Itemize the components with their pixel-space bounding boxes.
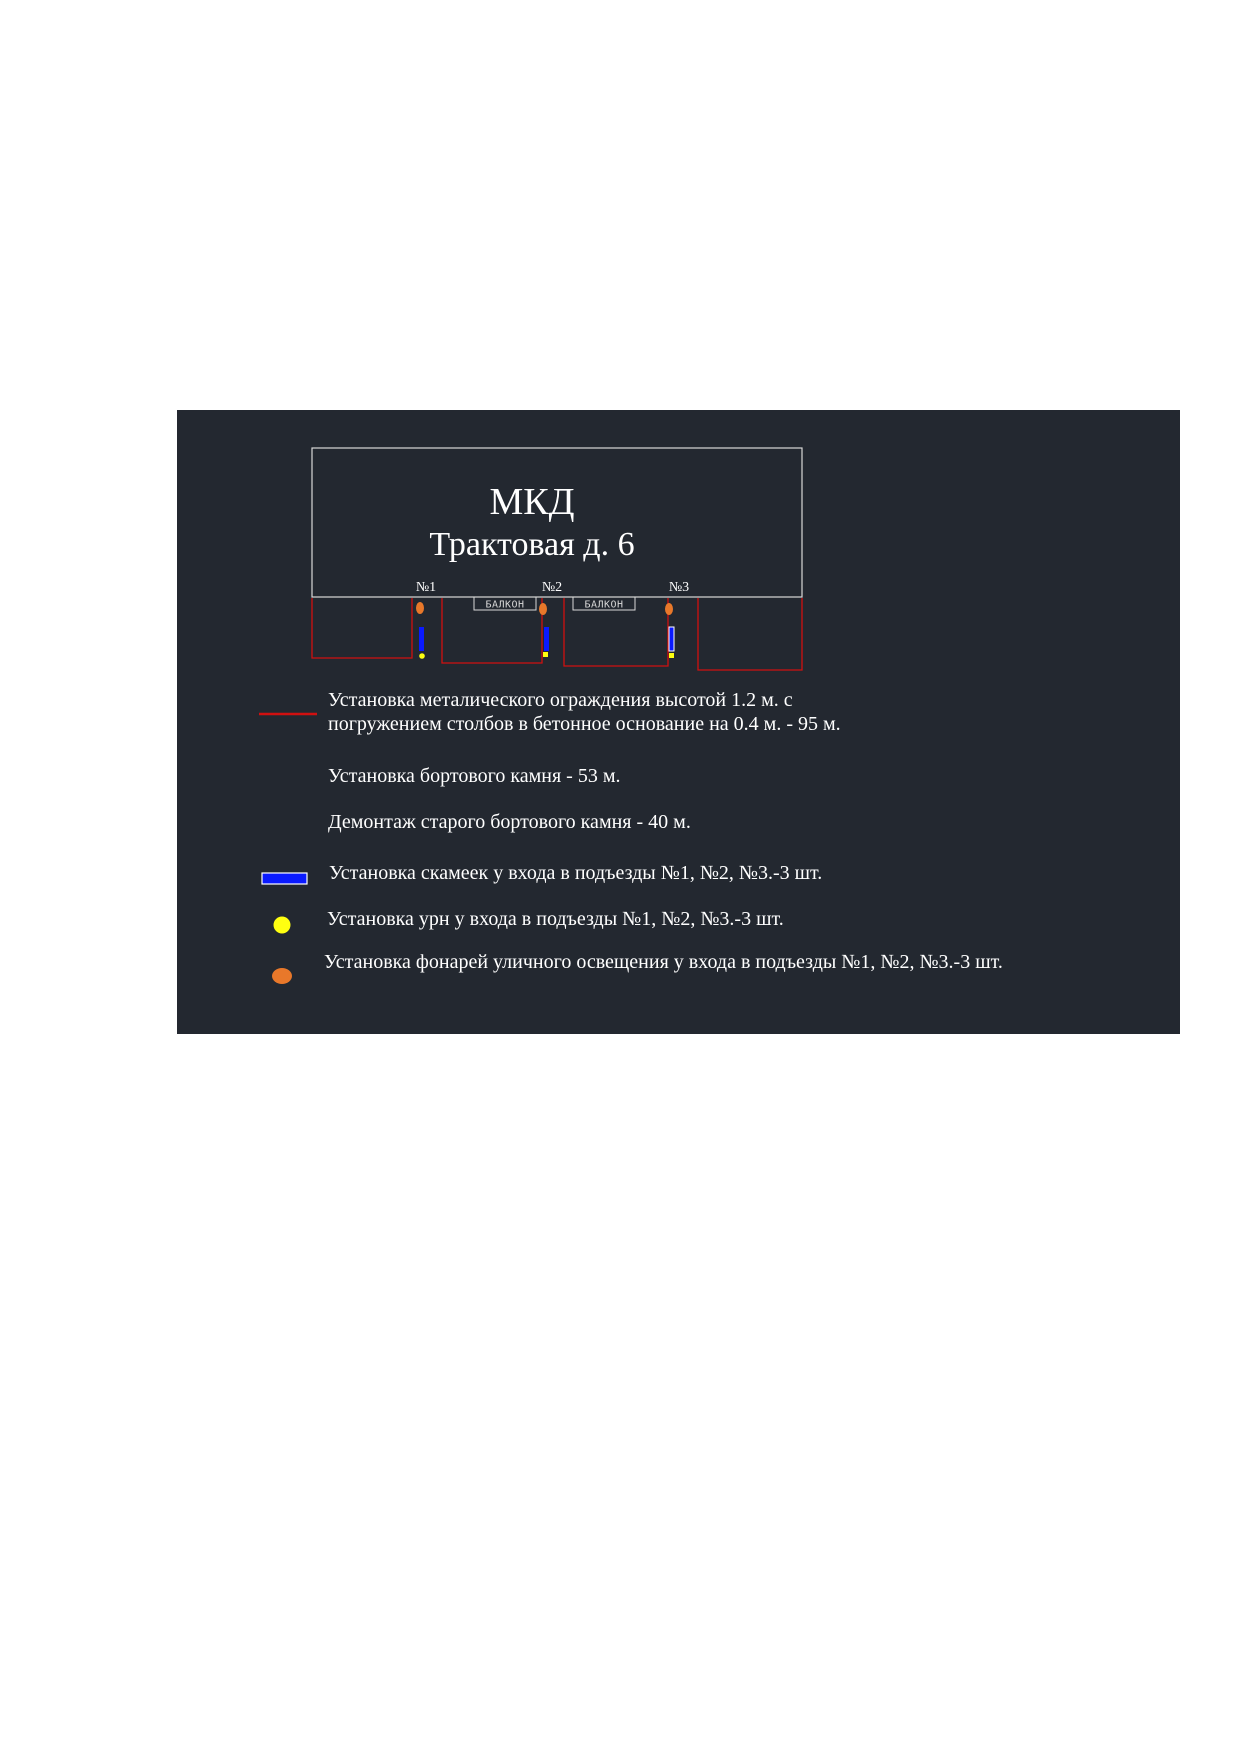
fence-legend-icon bbox=[259, 710, 319, 718]
fence-segment-1 bbox=[312, 598, 412, 658]
building-title-line2: Трактовая д. 6 bbox=[429, 526, 635, 563]
lamp-icon-3 bbox=[665, 603, 673, 615]
lamp-legend-icon bbox=[270, 967, 294, 985]
entrance-label-3: №3 bbox=[668, 580, 690, 595]
legend-benches: Установка скамеек у входа в подъезды №1, №2, №3.-3 шт. bbox=[329, 862, 823, 884]
building-title-line1: МКД bbox=[489, 481, 575, 523]
lamp-icon-1 bbox=[416, 602, 424, 614]
legend-curb-remove: Демонтаж старого бортового камня - 40 м. bbox=[328, 811, 691, 833]
lamp-icon-2 bbox=[539, 603, 547, 615]
site-plan-panel bbox=[177, 410, 1180, 1034]
bin-icon-3 bbox=[669, 653, 674, 658]
fence-lines bbox=[312, 598, 802, 670]
bin-icon-2 bbox=[543, 652, 548, 657]
legend-curb-install: Установка бортового камня - 53 м. bbox=[328, 765, 621, 787]
bench-icon-2 bbox=[544, 627, 549, 651]
balcony-label-1: БАЛКОН bbox=[485, 599, 525, 611]
bin-icon-1 bbox=[419, 653, 425, 659]
balcony-label-2: БАЛКОН bbox=[584, 599, 624, 611]
legend-bins: Установка урн у входа в подъезды №1, №2, №3.-3 шт. bbox=[327, 908, 784, 930]
legend-fence-line1: Установка металического ограждения высотой 1.2 м. с bbox=[328, 689, 793, 711]
entrance-label-1: №1 bbox=[415, 580, 437, 595]
bench-icon-3 bbox=[669, 627, 674, 651]
legend-fence-line2: погружением столбов в бетонное основание на 0.4 м. - 95 м. bbox=[328, 713, 841, 735]
entrance-label-2: №2 bbox=[541, 580, 563, 595]
bin-legend-icon bbox=[272, 915, 292, 935]
bench-legend-icon bbox=[261, 872, 309, 886]
legend-lamps: Установка фонарей уличного освещения у входа в подъезды №1, №2, №3.-3 шт. bbox=[324, 951, 1003, 973]
bench-icon-1 bbox=[419, 627, 424, 651]
fence-segment-4 bbox=[698, 598, 802, 670]
